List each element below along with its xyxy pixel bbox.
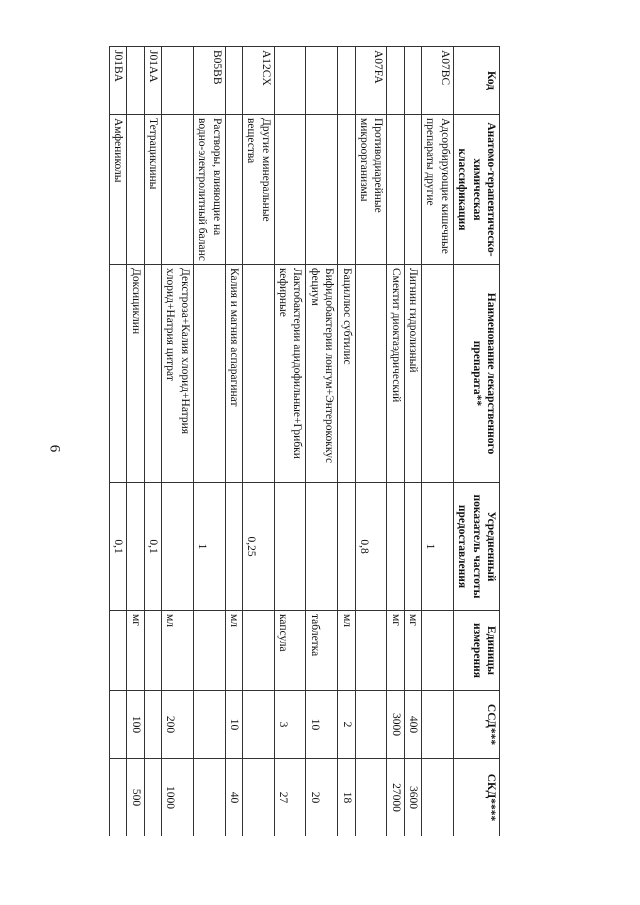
ssd-cell [193,691,225,759]
table-row [404,47,421,837]
drug-cell [193,265,225,483]
header-row [453,47,499,837]
table-row [144,47,161,837]
freq-cell: 0,8 [355,483,387,611]
unit-cell: мг [404,611,421,691]
code-cell: A07FA [355,47,387,115]
skd-cell [110,759,127,837]
atc-cell [387,115,404,265]
freq-cell [306,483,338,611]
freq-cell [162,483,194,611]
col-header-freq: Усредненный показатель частоты предоставления [453,483,499,611]
table-row [422,47,454,837]
col-header-code: Код [453,47,499,115]
col-header-unit: Единицы измерения [453,611,499,691]
drug-cell: Бифидобактерии лонгум+Энтерококкус фециум [306,265,338,483]
freq-cell [274,483,306,611]
unit-cell [355,611,387,691]
code-cell: J01AA [144,47,161,115]
skd-cell: 3600 [404,759,421,837]
col-header-drug: Наименование лекарственного препарата** [453,265,499,483]
code-cell [387,47,404,115]
drug-cell: Лактобактерии ацидофильные+Грибки кефирные [274,265,306,483]
ssd-cell [144,691,161,759]
table-body [110,47,454,837]
drug-cell [243,265,275,483]
atc-cell [274,115,306,265]
ssd-cell: 10 [225,691,242,759]
unit-cell [110,611,127,691]
drug-cell [422,265,454,483]
freq-cell: 0,1 [144,483,161,611]
ssd-cell: 10 [306,691,338,759]
table-row [193,47,225,837]
skd-cell: 27000 [387,759,404,837]
unit-cell: мл [338,611,355,691]
drug-cell: Калия и магния аспарагинат [225,265,242,483]
atc-cell: Адсорбирующие кишечные препараты другие [422,115,454,265]
table-row [306,47,338,837]
freq-cell [225,483,242,611]
atc-cell: Противодиарейные микроорганизмы [355,115,387,265]
ssd-cell: 400 [404,691,421,759]
ssd-cell [422,691,454,759]
atc-cell: Амфениколы [110,115,127,265]
atc-cell [306,115,338,265]
ssd-cell: 100 [127,691,144,759]
unit-cell: мг [387,611,404,691]
ssd-cell [110,691,127,759]
table-rotated [60,46,500,836]
col-header-ssd: ССД*** [453,691,499,759]
unit-cell [243,611,275,691]
unit-cell [422,611,454,691]
drug-cell: Доксициклин [127,265,144,483]
drug-cell [110,265,127,483]
freq-cell [127,483,144,611]
table-viewport [60,46,500,836]
freq-cell [387,483,404,611]
drug-table [109,46,500,836]
code-cell [225,47,242,115]
table-row [274,47,306,837]
table-row [338,47,355,837]
freq-cell [338,483,355,611]
table-row [243,47,275,837]
code-cell: A12CX [243,47,275,115]
freq-cell: 1 [422,483,454,611]
unit-cell: мг [127,611,144,691]
skd-cell [144,759,161,837]
atc-cell [162,115,194,265]
unit-cell: мл [225,611,242,691]
table-row [110,47,127,837]
skd-cell [422,759,454,837]
atc-cell [127,115,144,265]
unit-cell: капсула [274,611,306,691]
skd-cell: 500 [127,759,144,837]
skd-cell [243,759,275,837]
table-row [387,47,404,837]
code-cell [274,47,306,115]
ssd-cell: 3000 [387,691,404,759]
ssd-cell [355,691,387,759]
atc-cell: Тетрациклины [144,115,161,265]
col-header-atc: Анатомо-терапевтическо-химическая классификация [453,115,499,265]
page-number: 6 [46,444,63,453]
atc-cell [404,115,421,265]
ssd-cell: 200 [162,691,194,759]
unit-cell: мл [162,611,194,691]
ssd-cell: 3 [274,691,306,759]
code-cell [404,47,421,115]
unit-cell [144,611,161,691]
freq-cell [404,483,421,611]
skd-cell: 20 [306,759,338,837]
table-row [162,47,194,837]
skd-cell: 40 [225,759,242,837]
unit-cell: таблетка [306,611,338,691]
code-cell [127,47,144,115]
drug-cell [144,265,161,483]
skd-cell [355,759,387,837]
atc-cell: Другие минеральные вещества [243,115,275,265]
unit-cell [193,611,225,691]
code-cell [338,47,355,115]
skd-cell: 27 [274,759,306,837]
drug-cell: Декстроза+Калия хлорид+Натрия хлорид+Натрия цитрат [162,265,194,483]
code-cell [162,47,194,115]
freq-cell: 0,1 [110,483,127,611]
table-row [355,47,387,837]
drug-cell [355,265,387,483]
freq-cell: 0,25 [243,483,275,611]
drug-cell: Бациллюс субтилис [338,265,355,483]
atc-cell [225,115,242,265]
table-row [225,47,242,837]
code-cell: B05BB [193,47,225,115]
code-cell: J01BA [110,47,127,115]
table-row [127,47,144,837]
skd-cell: 18 [338,759,355,837]
ssd-cell: 2 [338,691,355,759]
code-cell: A07BC [422,47,454,115]
drug-cell: Лигнин гидролизный [404,265,421,483]
skd-cell [193,759,225,837]
ssd-cell [243,691,275,759]
col-header-skd: СКД**** [453,759,499,837]
atc-cell [338,115,355,265]
freq-cell: 1 [193,483,225,611]
atc-cell: Растворы, влияющие на водно-электролитный баланс [193,115,225,265]
skd-cell: 1000 [162,759,194,837]
drug-cell: Смектит диоктаэдрический [387,265,404,483]
code-cell [306,47,338,115]
